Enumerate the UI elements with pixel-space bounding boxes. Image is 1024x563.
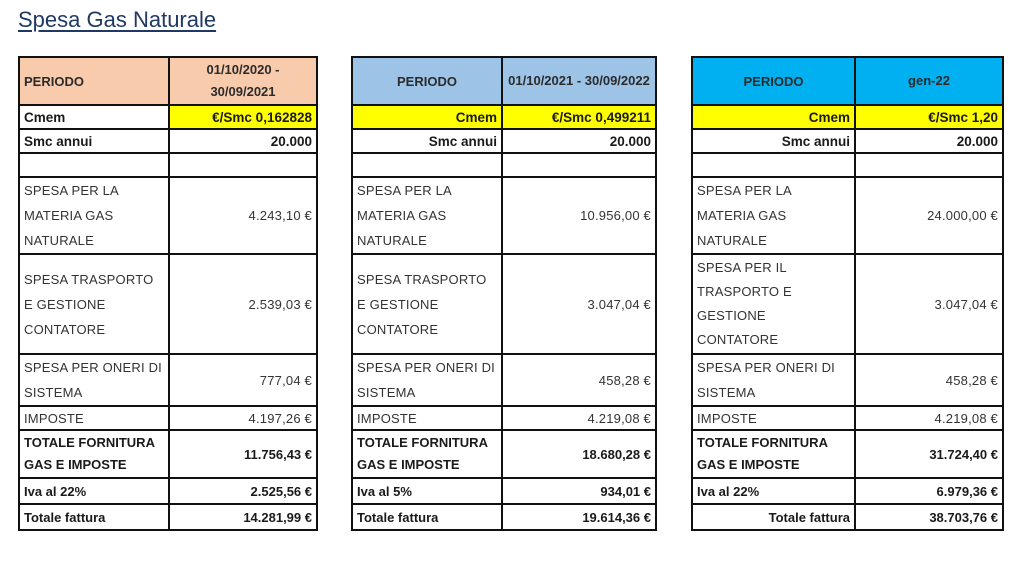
imposte-row (19, 406, 317, 430)
period-label: PERIODO (19, 57, 169, 105)
oneri-value: 458,28 € (502, 354, 656, 406)
period-value: 01/10/2020 - 30/09/2021 (169, 57, 317, 105)
cost-table-gen-22 (691, 56, 1004, 531)
blank-cell (19, 153, 169, 177)
totale-row (692, 430, 1003, 478)
cmem-value: €/Smc 0,499211 (502, 105, 656, 129)
imposte-value: 4.219,08 € (855, 406, 1003, 430)
fattura-value: 14.281,99 € (169, 504, 317, 530)
period-label: PERIODO (352, 57, 502, 105)
iva-label: Iva al 5% (352, 478, 502, 504)
materia-label: SPESA PER LA MATERIA GAS NATURALE (352, 177, 502, 254)
materia-row (19, 177, 317, 254)
cmem-row (692, 105, 1003, 129)
blank-row (19, 153, 317, 177)
blank-cell (855, 153, 1003, 177)
trasporto-value: 2.539,03 € (169, 254, 317, 354)
imposte-value: 4.197,26 € (169, 406, 317, 430)
smc-row (19, 129, 317, 153)
totale-row (352, 430, 656, 478)
trasporto-row (19, 254, 317, 354)
materia-value: 24.000,00 € (855, 177, 1003, 254)
smc-value: 20.000 (502, 129, 656, 153)
iva-label: Iva al 22% (692, 478, 855, 504)
fattura-row (19, 504, 317, 530)
imposte-label: IMPOSTE (692, 406, 855, 430)
fattura-value: 38.703,76 € (855, 504, 1003, 530)
materia-value: 10.956,00 € (502, 177, 656, 254)
iva-value: 6.979,36 € (855, 478, 1003, 504)
oneri-label: SPESA PER ONERI DI SISTEMA (692, 354, 855, 406)
imposte-row (692, 406, 1003, 430)
imposte-label: IMPOSTE (352, 406, 502, 430)
trasporto-label: SPESA TRASPORTO E GESTIONE CONTATORE (19, 254, 169, 354)
fattura-label: Totale fattura (352, 504, 502, 530)
iva-row (19, 478, 317, 504)
cmem-row (19, 105, 317, 129)
iva-row (692, 478, 1003, 504)
period-row (692, 57, 1003, 105)
totale-label: TOTALE FORNITURA GAS E IMPOSTE (352, 430, 502, 478)
period-value: gen-22 (855, 57, 1003, 105)
totale-value: 11.756,43 € (169, 430, 317, 478)
blank-row (352, 153, 656, 177)
smc-value: 20.000 (169, 129, 317, 153)
oneri-row (692, 354, 1003, 406)
period-label: PERIODO (692, 57, 855, 105)
cost-table-2020-2021 (18, 56, 318, 531)
oneri-row (19, 354, 317, 406)
smc-value: 20.000 (855, 129, 1003, 153)
imposte-value: 4.219,08 € (502, 406, 656, 430)
oneri-label: SPESA PER ONERI DI SISTEMA (19, 354, 169, 406)
fattura-label: Totale fattura (19, 504, 169, 530)
cmem-label: Cmem (692, 105, 855, 129)
materia-row (352, 177, 656, 254)
blank-cell (502, 153, 656, 177)
materia-label: SPESA PER LA MATERIA GAS NATURALE (692, 177, 855, 254)
imposte-label: IMPOSTE (19, 406, 169, 430)
materia-label: SPESA PER LA MATERIA GAS NATURALE (19, 177, 169, 254)
iva-value: 2.525,56 € (169, 478, 317, 504)
totale-row (19, 430, 317, 478)
page-title: Spesa Gas Naturale (18, 7, 217, 32)
fattura-label: Totale fattura (692, 504, 855, 530)
imposte-row (352, 406, 656, 430)
cmem-label: Cmem (352, 105, 502, 129)
cmem-row (352, 105, 656, 129)
totale-label: TOTALE FORNITURA GAS E IMPOSTE (692, 430, 855, 478)
totale-value: 18.680,28 € (502, 430, 656, 478)
trasporto-row (352, 254, 656, 354)
materia-value: 4.243,10 € (169, 177, 317, 254)
blank-cell (692, 153, 855, 177)
fattura-row (352, 504, 656, 530)
fattura-value: 19.614,36 € (502, 504, 656, 530)
period-row (19, 57, 317, 105)
period-row (352, 57, 656, 105)
trasporto-label: SPESA TRASPORTO E GESTIONE CONTATORE (352, 254, 502, 354)
totale-value: 31.724,40 € (855, 430, 1003, 478)
cmem-label: Cmem (19, 105, 169, 129)
oneri-value: 777,04 € (169, 354, 317, 406)
blank-cell (169, 153, 317, 177)
iva-value: 934,01 € (502, 478, 656, 504)
oneri-value: 458,28 € (855, 354, 1003, 406)
fattura-row (692, 504, 1003, 530)
trasporto-label: SPESA PER IL TRASPORTO E GESTIONE CONTATORE (692, 254, 855, 354)
iva-row (352, 478, 656, 504)
cost-table-2021-2022 (351, 56, 657, 531)
cmem-value: €/Smc 0,162828 (169, 105, 317, 129)
trasporto-value: 3.047,04 € (855, 254, 1003, 354)
trasporto-value: 3.047,04 € (502, 254, 656, 354)
smc-label: Smc annui (692, 129, 855, 153)
oneri-row (352, 354, 656, 406)
iva-label: Iva al 22% (19, 478, 169, 504)
smc-label: Smc annui (19, 129, 169, 153)
trasporto-row (692, 254, 1003, 354)
oneri-label: SPESA PER ONERI DI SISTEMA (352, 354, 502, 406)
period-value: 01/10/2021 - 30/09/2022 (502, 57, 656, 105)
materia-row (692, 177, 1003, 254)
blank-row (692, 153, 1003, 177)
cmem-value: €/Smc 1,20 (855, 105, 1003, 129)
blank-cell (352, 153, 502, 177)
totale-label: TOTALE FORNITURA GAS E IMPOSTE (19, 430, 169, 478)
smc-row (692, 129, 1003, 153)
smc-label: Smc annui (352, 129, 502, 153)
smc-row (352, 129, 656, 153)
